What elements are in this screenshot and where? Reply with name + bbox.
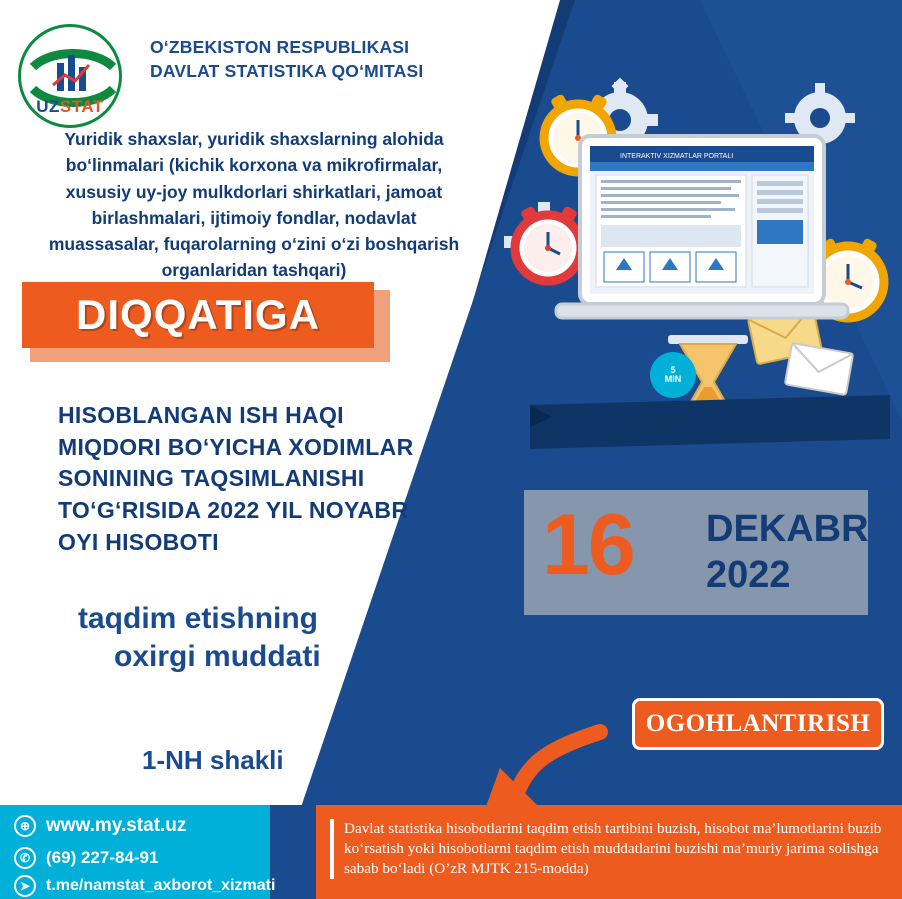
legal-notice: Davlat statistika hisobotlarini taqdim etish tartibini buzish, hisobot ma’lumotlarini buzib ko‘rsatish yoki hisobotlarni taqdim etish muddatlarini buzishi ma’muriy jarima solishga sabab bo‘ladi (O’zR MJTK 215-modda) (330, 819, 890, 879)
logo-stat-text: STAT (59, 97, 104, 116)
uzstat-logo (18, 24, 122, 128)
deadline-date-box (524, 490, 868, 615)
footer (0, 805, 902, 899)
five-min-badge (650, 352, 696, 398)
deadline-label-line-1: taqdim etishning (78, 602, 318, 635)
attention-banner (22, 282, 382, 354)
contact-telegram[interactable] (14, 875, 275, 897)
report-title-line-1: HISOBLANGAN ISH HAQI (58, 402, 344, 428)
intro-paragraph: Yuridik shaxslar, yuridik shaxslarning alohida bo‘linmalari (kichik korxona va mikrofirmalar, xususiy uy-joy mulkdorlari shirkatlari, jamoat birlashmalari, ijtimoiy fondlar, nodavlat muassasalar, fuqarolarning o‘zini o‘zi boshqarish organlaridan tashqari) (48, 129, 460, 281)
attention-banner-label: DIQQATIGA (22, 282, 374, 348)
five-min-number: 5 (670, 364, 676, 375)
contact-website-text: www.my.stat.uz (46, 815, 187, 836)
warning-badge: OGOHLANTIRISH (632, 698, 884, 750)
org-title-line-2: DAVLAT STATISTIKA QO‘MITASI (150, 60, 424, 81)
org-title-line-1: O‘ZBEKISTON RESPUBLIKASI (150, 37, 410, 57)
deadline-day: 16 (542, 497, 634, 593)
form-code: 1-NH shakli (142, 745, 284, 775)
curved-arrow-icon (440, 640, 640, 815)
contact-website[interactable] (14, 815, 186, 837)
logo-uz-text: UZ (36, 97, 60, 116)
five-min-unit: MIN (664, 374, 682, 384)
report-title-line-4: TO‘G‘RISIDA 2022 YIL NOYABR (58, 497, 409, 524)
contact-phone-text: (69) 227-84-91 (46, 848, 159, 867)
report-title-line-2: MIQDORI BO‘YICHA XODIMLAR (58, 433, 414, 460)
deadline-year: 2022 (706, 554, 791, 596)
svg-text:INTERAKTIV XIZMATLAR PORTALI: INTERAKTIV XIZMATLAR PORTALI (620, 153, 734, 160)
ribbon-decoration (530, 395, 890, 451)
telegram-icon: ➤ (14, 875, 36, 897)
report-title-line-3: SONINING TAQSIMLANISHI (58, 465, 365, 492)
globe-icon: ⊕ (14, 815, 36, 837)
logo-wordmark (21, 97, 119, 117)
contact-phone[interactable] (14, 847, 158, 869)
organisation-title (150, 36, 480, 83)
deadline-label-line-2: oxirgi muddati (114, 639, 321, 673)
report-title (58, 400, 478, 559)
contact-telegram-text: t.me/namstat_axborot_xizmati (46, 877, 276, 894)
report-title-line-5: OYI HISOBOTI (58, 528, 219, 555)
footer-divider (270, 805, 316, 899)
deadline-month: DEKABR (706, 508, 869, 550)
phone-icon: ✆ (14, 847, 36, 869)
deadline-label (78, 600, 408, 675)
